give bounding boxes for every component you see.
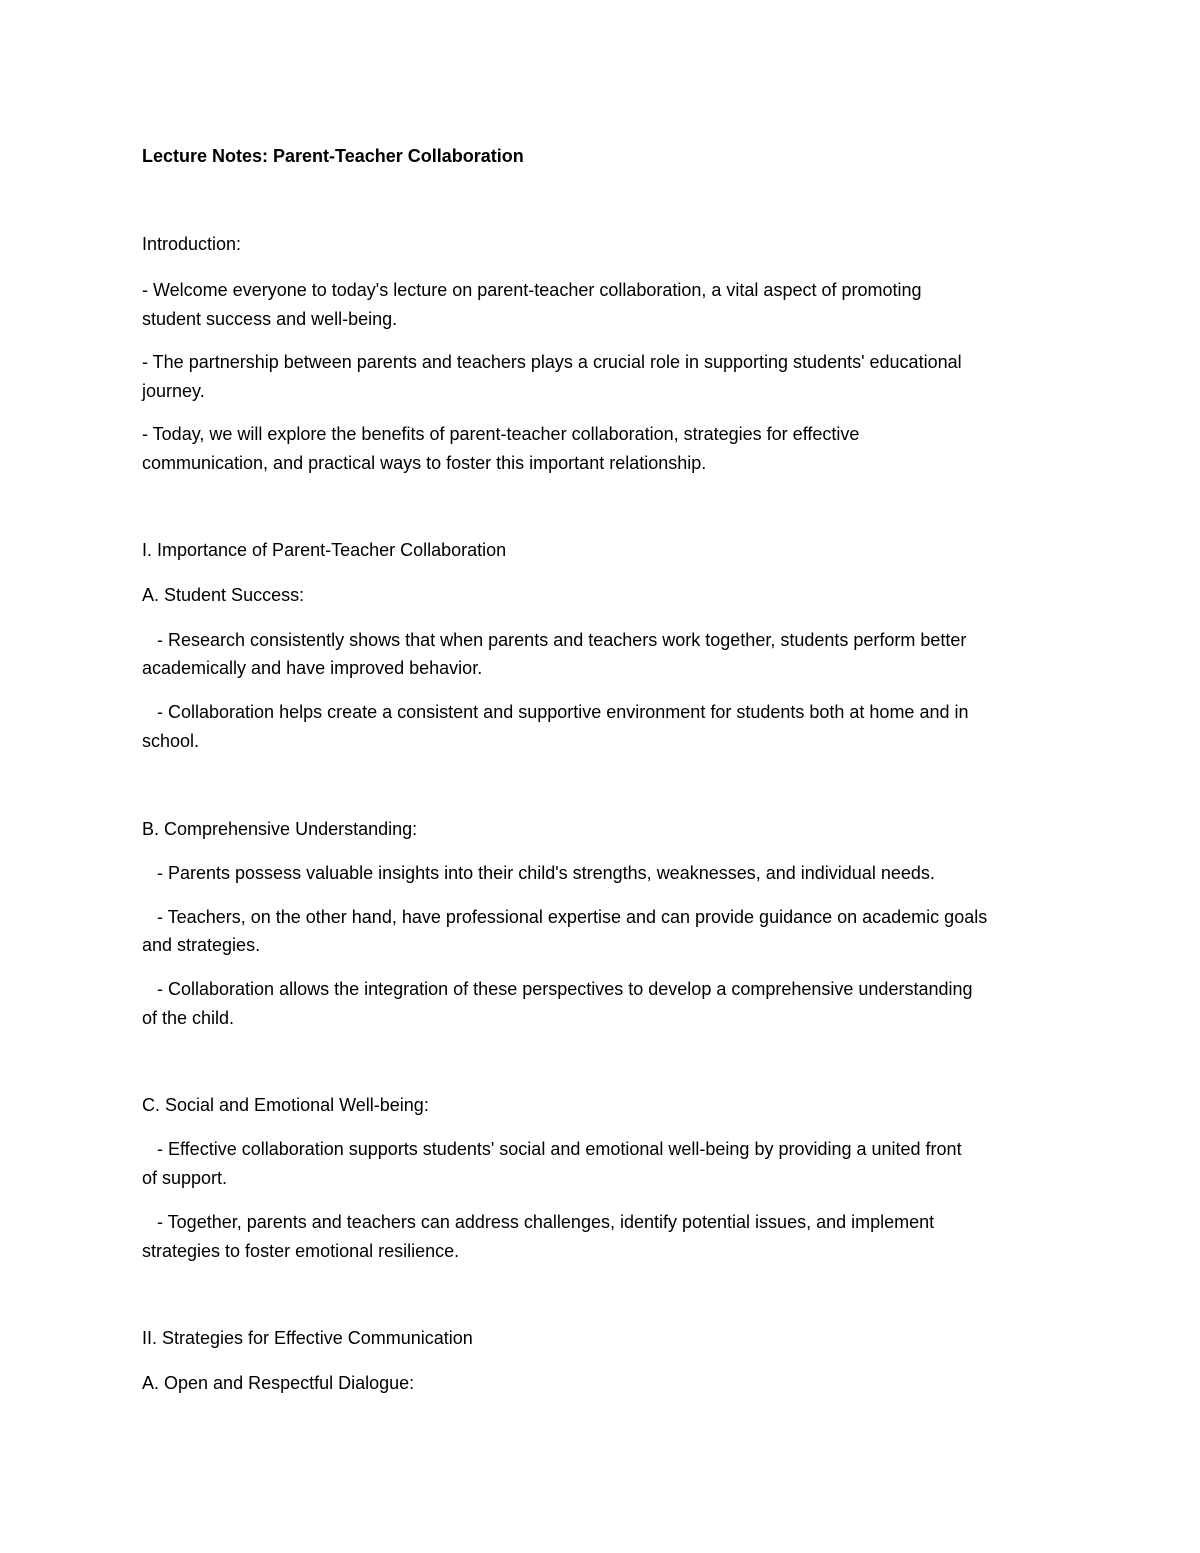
section-1b-item-2-line-1: - Teachers, on the other hand, have professional expertise and can provide guidance on academic goals [142, 907, 988, 927]
section-1c-item-2-line-2: strategies to foster emotional resilience. [142, 1241, 460, 1261]
section-1b-heading: B. Comprehensive Understanding: [142, 819, 418, 839]
section-1c-item-1-line-2: of support. [142, 1168, 228, 1188]
intro-paragraph-2-line-2: journey. [142, 381, 205, 401]
intro-paragraph-1-line-1: - Welcome everyone to today's lecture on parent-teacher collaboration, a vital aspect of promoting [142, 280, 922, 300]
section-1a-item-1-line-2: academically and have improved behavior. [142, 658, 483, 678]
intro-paragraph-1-line-2: student success and well-being. [142, 309, 398, 329]
section-1c-item-2-line-1: - Together, parents and teachers can address challenges, identify potential issues, and implement [142, 1212, 935, 1232]
section-1-heading: I. Importance of Parent-Teacher Collaboration [142, 540, 507, 560]
section-1a-item-2-line-2: school. [142, 731, 200, 751]
section-1a-item-2-line-1: - Collaboration helps create a consistent and supportive environment for students both at home and in [142, 702, 969, 722]
section-1b-item-2-line-2: and strategies. [142, 935, 261, 955]
section-1a-item-1-line-1: - Research consistently shows that when parents and teachers work together, students perform better [142, 630, 967, 650]
section-2a-heading: A. Open and Respectful Dialogue: [142, 1373, 415, 1393]
section-2-heading: II. Strategies for Effective Communication [142, 1328, 473, 1348]
section-1b-item-3-line-1: - Collaboration allows the integration of these perspectives to develop a comprehensive understanding [142, 979, 973, 999]
section-1c-heading: C. Social and Emotional Well-being: [142, 1095, 429, 1115]
section-1b-item-3-line-2: of the child. [142, 1008, 235, 1028]
intro-paragraph-3-line-2: communication, and practical ways to foster this important relationship. [142, 453, 707, 473]
section-1c-item-1-line-1: - Effective collaboration supports students' social and emotional well-being by providing a united front [142, 1139, 962, 1159]
intro-paragraph-2-line-1: - The partnership between parents and teachers plays a crucial role in supporting students' educational [142, 352, 962, 372]
section-1b-item-1-line-1: - Parents possess valuable insights into their child's strengths, weaknesses, and individual needs. [142, 863, 935, 883]
intro-heading: Introduction: [142, 234, 242, 254]
section-1a-heading: A. Student Success: [142, 585, 305, 605]
document-title: Lecture Notes: Parent-Teacher Collaboration [142, 146, 524, 166]
intro-paragraph-3-line-1: - Today, we will explore the benefits of parent-teacher collaboration, strategies for effective [142, 424, 860, 444]
